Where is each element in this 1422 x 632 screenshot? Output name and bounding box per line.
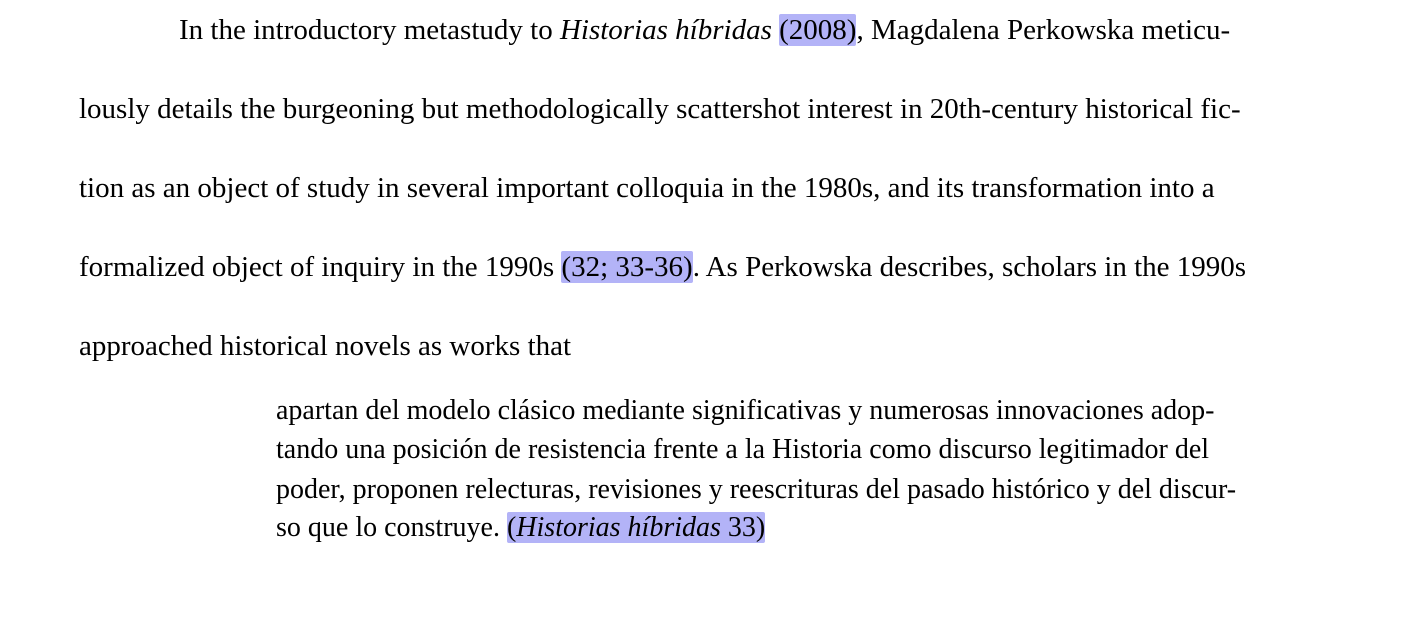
cite-open-paren: (: [506, 512, 517, 543]
block-quote-line-3: poder, proponen relecturas, revisiones y reescrituras del pasado histórico y del discur-: [276, 474, 1237, 505]
paragraph-line-5: approached historical novels as works that: [79, 330, 572, 362]
cite-page: 33): [720, 512, 766, 543]
paragraph-line-3: tion as an object of study in several important colloquia in the 1980s, and its transformation into a: [79, 172, 1215, 204]
book-title: Historias híbridas: [559, 14, 772, 46]
paragraph-line-1: [179, 11, 1230, 49]
line-1-text: In the introductory metastudy to: [179, 14, 560, 46]
line-4-text: formalized object of inquiry in the 1990s: [79, 251, 562, 283]
cite-book-title: Historias híbridas: [516, 512, 721, 543]
paragraph-line-4: [79, 248, 1246, 286]
block-quote-line-2: tando una posición de resistencia frente a la Historia como discurso legitimador del: [276, 434, 1210, 465]
quote-line-4-text: so que lo construye.: [276, 512, 507, 543]
citation-highlight-pages[interactable]: (32; 33-36): [561, 251, 693, 283]
citation-highlight-quote[interactable]: [507, 512, 765, 543]
paragraph-line-2: lously details the burgeoning but methodologically scattershot interest in 20th-century historical fic-: [79, 93, 1241, 125]
block-quote-line-4: [276, 509, 765, 547]
line-1-tail: , Magdalena Perkowska meticu-: [856, 14, 1231, 46]
block-quote-line-1: apartan del modelo clásico mediante significativas y numerosas innovaciones adop-: [276, 395, 1215, 426]
citation-highlight-2008[interactable]: (2008): [779, 14, 857, 46]
line-4-tail: . As Perkowska describes, scholars in the 1990s: [692, 251, 1247, 283]
